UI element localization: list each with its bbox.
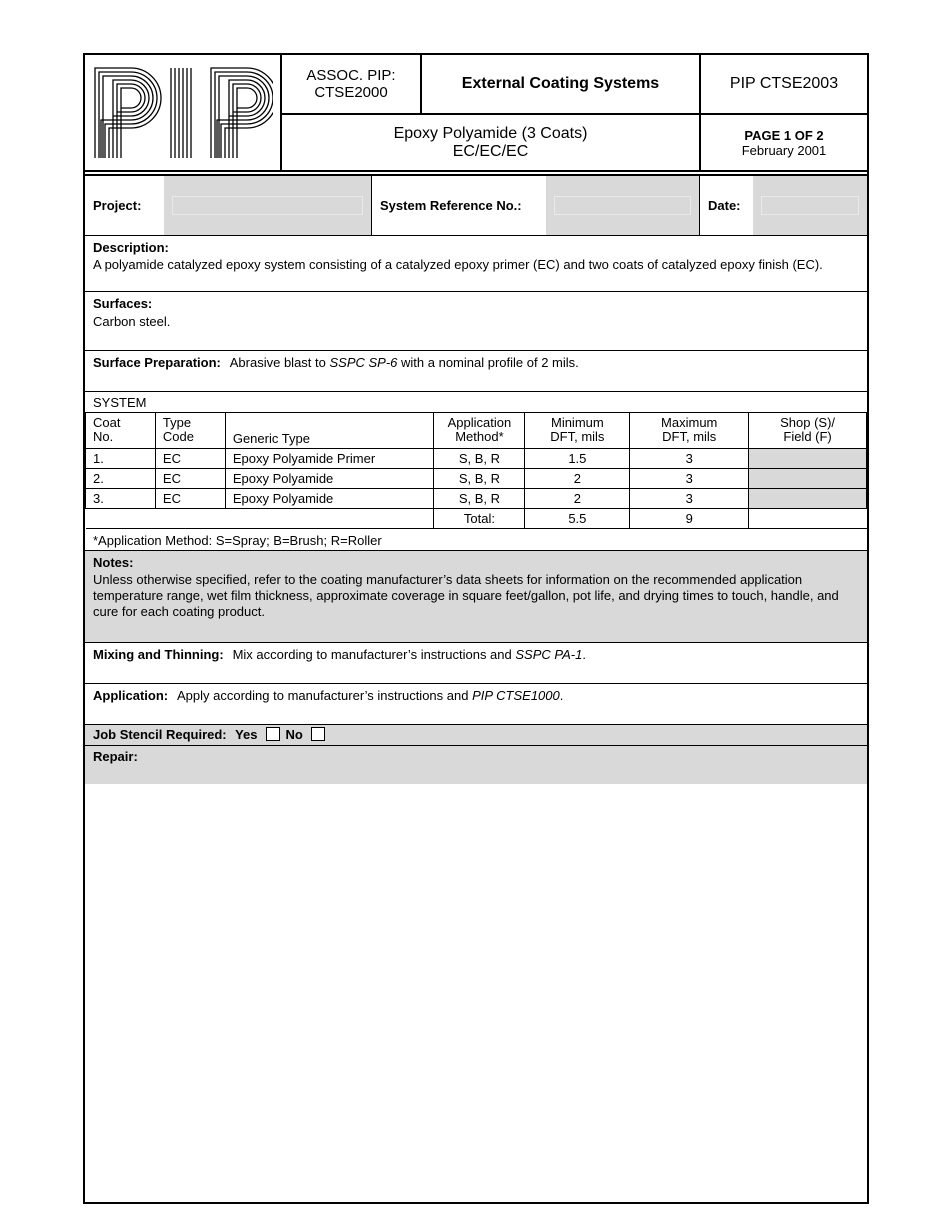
header-max-line2: DFT, mils xyxy=(662,429,717,444)
header-max-line1: Maximum xyxy=(661,415,718,430)
application-method: S, B, R xyxy=(434,489,525,509)
application-text: Apply according to manufacturer’s instructions and xyxy=(177,688,473,703)
surface-preparation-label: Surface Preparation: xyxy=(93,355,221,370)
application-method: S, B, R xyxy=(434,449,525,469)
maximum-dft: 3 xyxy=(630,469,749,489)
header-min-line2: DFT, mils xyxy=(550,429,605,444)
mixing-thinning-section xyxy=(85,643,867,683)
header-type-line2: Code xyxy=(162,429,194,444)
surface-preparation-section xyxy=(85,351,867,391)
coat-system-table xyxy=(85,412,867,529)
table-header-row xyxy=(86,413,867,449)
application-text-end: . xyxy=(559,688,564,703)
job-stencil-row xyxy=(85,725,867,745)
minimum-dft: 2 xyxy=(525,489,630,509)
no-checkbox[interactable] xyxy=(311,727,325,741)
total-minimum-dft: 5.5 xyxy=(525,509,630,529)
header-coat-no xyxy=(86,413,156,449)
notes-text: Unless otherwise specified, refer to the coating manufacturer’s data sheets for information on the recommended application temperature range, wet film thickness, approximate coverage in square feet/gallon, pot life, and drying times to touch, handle, and cure for each coating product. xyxy=(93,572,839,619)
subtitle-line-2: EC/EC/EC xyxy=(452,142,529,160)
type-code: EC xyxy=(155,449,225,469)
shop-field-input[interactable] xyxy=(749,469,867,489)
description-text: A polyamide catalyzed epoxy system consisting of a catalyzed epoxy primer (EC) and two coats of catalyzed epoxy finish (EC). xyxy=(93,257,823,272)
type-code: EC xyxy=(155,489,225,509)
subtitle-line-1: Epoxy Polyamide (3 Coats) xyxy=(393,124,588,142)
maximum-dft: 3 xyxy=(630,449,749,469)
surfaces-label: Surfaces: xyxy=(93,296,153,311)
shop-field-input[interactable] xyxy=(749,449,867,469)
header-shop-field xyxy=(749,413,867,449)
header-type-code xyxy=(155,413,225,449)
minimum-dft: 1.5 xyxy=(525,449,630,469)
assoc-cell xyxy=(282,55,420,113)
project-label: Project: xyxy=(93,198,142,213)
minimum-dft: 2 xyxy=(525,469,630,489)
surface-preparation-text-end: with a nominal profile of 2 mils. xyxy=(397,355,579,370)
date-label: Date: xyxy=(708,198,741,213)
coat-no: 3. xyxy=(86,489,156,509)
maximum-dft: 3 xyxy=(630,489,749,509)
header-min-line1: Minimum xyxy=(550,415,604,430)
header-method-line1: Application xyxy=(447,415,512,430)
assoc-line-2: CTSE2000 xyxy=(314,84,388,101)
document-title xyxy=(422,55,699,113)
application-ref: PIP CTSE1000 xyxy=(472,688,560,703)
pip-logo xyxy=(85,55,280,170)
generic-type: Epoxy Polyamide xyxy=(225,489,434,509)
issue-date: February 2001 xyxy=(741,142,827,158)
total-label: Total: xyxy=(434,509,525,529)
header-maximum-dft xyxy=(630,413,749,449)
header-minimum-dft xyxy=(525,413,630,449)
application-label: Application: xyxy=(93,688,169,703)
date-field[interactable] xyxy=(753,176,867,235)
notes-section xyxy=(85,551,867,642)
notes-label: Notes: xyxy=(93,555,134,570)
header xyxy=(85,55,867,170)
coat-no: 1. xyxy=(86,449,156,469)
application-method-footnote: *Application Method: S=Spray; B=Brush; R=Roller xyxy=(93,533,382,548)
type-code: EC xyxy=(155,469,225,489)
mixing-ref: SSPC PA-1 xyxy=(515,647,583,662)
total-maximum-dft: 9 xyxy=(630,509,749,529)
system-subtitle xyxy=(282,115,699,170)
header-shop-line2: Field (F) xyxy=(783,429,832,444)
header-application-method xyxy=(434,413,525,449)
doc-number-text: PIP CTSE2003 xyxy=(729,75,839,92)
no-label: No xyxy=(285,727,303,742)
yes-label: Yes xyxy=(235,727,258,742)
total-spacer xyxy=(86,509,434,529)
surfaces-section xyxy=(85,292,867,350)
system-reference-label: System Reference No.: xyxy=(380,198,522,213)
doc-number xyxy=(701,55,867,113)
coating-system-sheet xyxy=(83,53,869,1204)
generic-type: Epoxy Polyamide xyxy=(225,469,434,489)
table-row xyxy=(86,449,867,469)
application-method: S, B, R xyxy=(434,469,525,489)
total-row xyxy=(86,509,867,529)
surfaces-text: Carbon steel. xyxy=(93,314,171,329)
document-title-text: External Coating Systems xyxy=(461,75,660,92)
surface-preparation-ref: SSPC SP-6 xyxy=(329,355,398,370)
mixing-label: Mixing and Thinning: xyxy=(93,647,224,662)
assoc-line-1: ASSOC. PIP: xyxy=(306,67,396,84)
shop-field-input[interactable] xyxy=(749,489,867,509)
description-section xyxy=(85,236,867,291)
generic-type: Epoxy Polyamide Primer xyxy=(225,449,434,469)
project-field[interactable] xyxy=(164,176,371,235)
system-reference-field[interactable] xyxy=(546,176,699,235)
yes-checkbox[interactable] xyxy=(266,727,280,741)
surface-preparation-text: Abrasive blast to xyxy=(229,355,330,370)
header-generic-type: Generic Type xyxy=(225,413,434,449)
mixing-text: Mix according to manufacturer’s instructions and xyxy=(232,647,516,662)
mixing-text-end: . xyxy=(582,647,586,662)
header-coat-line1: Coat xyxy=(93,415,121,430)
table-row xyxy=(86,489,867,509)
project-row xyxy=(85,176,867,235)
pip-logo-mark xyxy=(93,63,273,163)
header-coat-line2: No. xyxy=(93,429,114,444)
coat-no: 2. xyxy=(86,469,156,489)
total-shop-field xyxy=(749,509,867,529)
header-shop-line1: Shop (S)/ xyxy=(780,415,836,430)
application-section xyxy=(85,684,867,724)
repair-label: Repair: xyxy=(93,749,138,764)
page-info xyxy=(701,115,867,170)
job-stencil-label: Job Stencil Required: xyxy=(93,727,227,742)
description-label: Description: xyxy=(93,240,169,255)
repair-section xyxy=(85,746,867,784)
table-row xyxy=(86,469,867,489)
header-type-line1: Type xyxy=(162,415,192,430)
header-method-line2: Method* xyxy=(455,429,504,444)
system-title: SYSTEM xyxy=(93,395,147,410)
page-number: PAGE 1 OF 2 xyxy=(744,127,824,143)
